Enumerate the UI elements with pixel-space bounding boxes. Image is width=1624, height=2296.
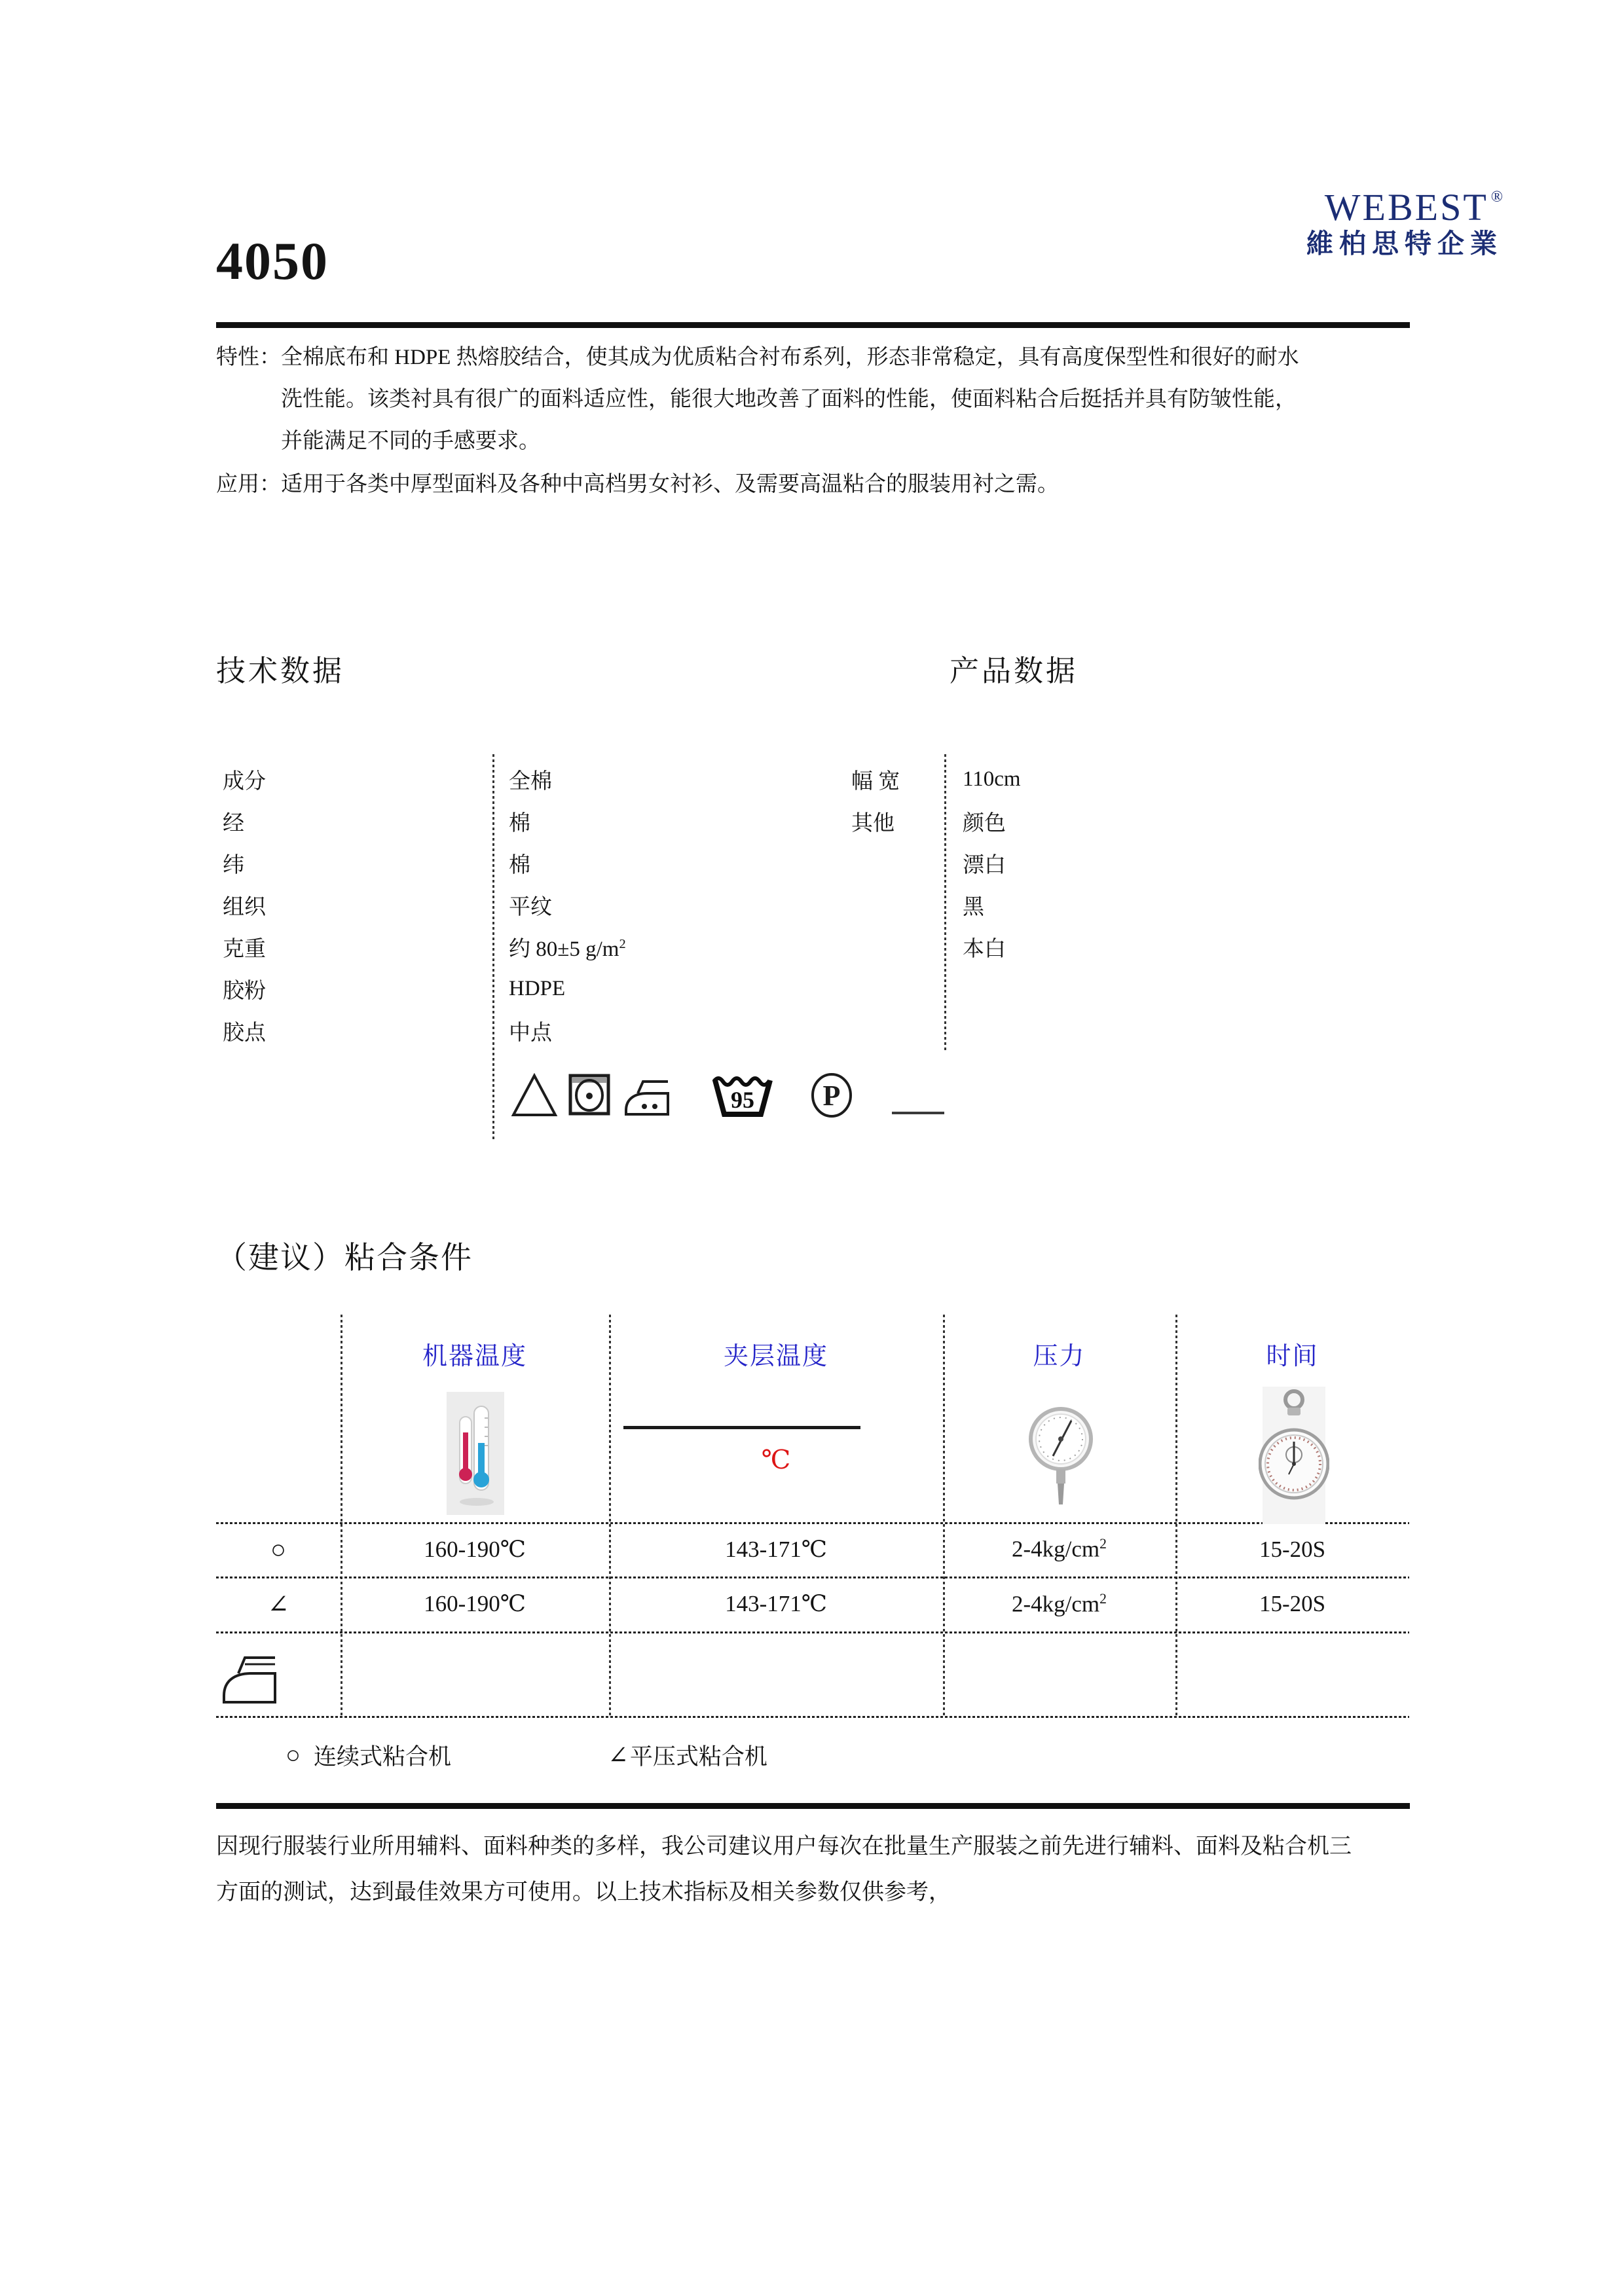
brand-company-name: 維柏思特企業 [1306, 228, 1503, 259]
machine-temp-value: 160-190℃ [424, 1591, 526, 1616]
table-row [223, 758, 943, 800]
legend-label: 平压式粘合机 [629, 1744, 767, 1770]
circle-symbol: ○ [286, 1741, 301, 1769]
table-row [851, 842, 1310, 884]
column-divider [1175, 1315, 1177, 1718]
feature-line: 并能满足不同的手感要求。 [281, 429, 540, 453]
product-data-title: 产品数据 [950, 655, 1079, 687]
celsius-divider-line [623, 1426, 860, 1429]
tech-value: 平纹 [509, 895, 552, 919]
brand-logo [1198, 186, 1503, 259]
footer-line: 方面的测试，达到最佳效果方可使用。以上技术指标及相关参数仅供参考， [216, 1880, 951, 1904]
feature-paragraph [216, 337, 1414, 462]
feature-text [281, 337, 1414, 462]
dry-clean-p-icon [809, 1072, 854, 1118]
tech-data-title: 技术数据 [216, 655, 345, 687]
press-iron-icon [219, 1649, 279, 1707]
machine-temp-value: 160-190℃ [424, 1536, 526, 1562]
tech-label: 纬 [223, 853, 244, 877]
tech-value: 全棉 [509, 769, 552, 793]
stopwatch-icon [1259, 1387, 1329, 1524]
table-row [223, 926, 943, 968]
footer-line: 因现行服装行业所用辅料、面料种类的多样，我公司建议用户每次在批量生产服装之前先进行辅料、面料及粘合机三 [216, 1834, 1352, 1859]
product-value: 漂白 [963, 853, 1006, 877]
tumble-dry-icon [568, 1074, 610, 1116]
superscript: 2 [1099, 1590, 1107, 1607]
iron-icon [623, 1079, 671, 1117]
application-text: 适用于各类中厚型面料及各种中高档男女衬衫、及需要高温粘合的服装用衬之需。 [281, 473, 1059, 496]
tech-value: 约 80±5 $g/m^2$ [509, 936, 626, 961]
sandwich-temp-header: 夹层温度 [723, 1343, 828, 1370]
tech-table [223, 758, 943, 1051]
bonding-table [216, 1315, 1409, 1718]
wash-temp-label: 95 [731, 1087, 754, 1113]
bonding-legend [216, 1739, 1133, 1778]
row-symbol-angle: ∠ [267, 1589, 289, 1619]
celsius-label: ℃ [761, 1445, 791, 1474]
table-row [851, 800, 1310, 842]
bonding-title: （建议）粘合条件 [216, 1241, 473, 1275]
table-row [223, 1010, 943, 1051]
product-value: 黑 [963, 895, 984, 919]
table-row [223, 884, 943, 926]
intro-section [216, 337, 1414, 505]
tech-value: 中点 [509, 1021, 552, 1045]
registered-mark-icon: ® [1490, 189, 1503, 206]
product-value: 110cm [963, 767, 1021, 791]
tech-value: 棉 [509, 811, 530, 835]
tech-label: 克重 [223, 937, 266, 961]
pressure-header: 压力 [1033, 1343, 1086, 1370]
header-rule [216, 322, 1410, 328]
table-row [223, 800, 943, 842]
product-table [851, 758, 1310, 968]
tech-value: HDPE [509, 976, 566, 1000]
pressure-value: $2-4kg/cm^2$ [1012, 1536, 1107, 1562]
legend-item-flat-press [608, 1739, 767, 1772]
table-row [223, 842, 943, 884]
superscript: 2 [1099, 1536, 1107, 1552]
column-divider [341, 1315, 342, 1718]
column-divider [609, 1315, 611, 1718]
row-symbol-circle: ○ [270, 1535, 287, 1564]
dry-clean-letter: P [822, 1080, 841, 1112]
tech-label: 组织 [223, 895, 266, 919]
feature-label: 特性： [216, 346, 281, 369]
footer-rule [216, 1803, 1410, 1809]
time-header: 时间 [1266, 1343, 1319, 1370]
sandwich-temp-value: 143-171℃ [725, 1536, 827, 1562]
bonding-row-continuous [216, 1522, 1409, 1576]
thermometer-icon [447, 1392, 504, 1515]
table-row [851, 926, 1310, 968]
product-label: 幅 宽 [851, 769, 900, 793]
pressure-gauge-icon [1028, 1392, 1094, 1523]
time-value: 15-20S [1259, 1591, 1326, 1616]
bonding-row-flat-press [216, 1576, 1409, 1631]
feature-line: 洗性能。该类衬具有很广的面料适应性，能很大地改善了面料的性能，使面料粘合后挺括并具有防皱性能， [281, 388, 1297, 411]
product-value: 颜色 [963, 811, 1006, 835]
tech-label: 经 [223, 811, 244, 835]
product-label: 其他 [851, 811, 895, 835]
tech-label: 胶粉 [223, 979, 266, 1003]
machine-temp-header: 机器温度 [422, 1343, 527, 1370]
bleach-triangle-icon [509, 1072, 559, 1118]
footer-note [216, 1824, 1414, 1916]
brand-wordmark [1198, 186, 1503, 228]
tech-label: 胶点 [223, 1021, 266, 1045]
legend-label: 连续式粘合机 [313, 1744, 451, 1770]
drip-dry-line-icon [892, 1112, 944, 1114]
angle-symbol: ∠ [608, 1741, 629, 1770]
application-paragraph [216, 464, 1414, 505]
tech-label: 成分 [223, 769, 266, 793]
application-label: 应用： [216, 473, 281, 496]
column-divider [943, 1315, 945, 1718]
brand-name: WEBEST [1324, 186, 1488, 228]
product-value: 本白 [963, 937, 1006, 961]
sandwich-temp-value: 143-171℃ [725, 1591, 827, 1616]
row-divider [216, 1631, 1409, 1633]
product-code: 4050 [216, 231, 329, 291]
legend-item-continuous [286, 1739, 451, 1772]
table-row [851, 884, 1310, 926]
tech-value: 棉 [509, 853, 530, 877]
pressure-value: $2-4kg/cm^2$ [1012, 1590, 1107, 1617]
row-divider [216, 1716, 1409, 1718]
table-row [851, 758, 1310, 800]
table-row [223, 968, 943, 1010]
feature-line: 全棉底布和 HDPE 热熔胶结合，使其成为优质粘合衬布系列，形态非常稳定，具有高度保型性和很好的耐水 [281, 346, 1299, 369]
wash-95-icon [711, 1071, 774, 1118]
superscript: 2 [619, 936, 626, 951]
time-value: 15-20S [1259, 1536, 1326, 1562]
